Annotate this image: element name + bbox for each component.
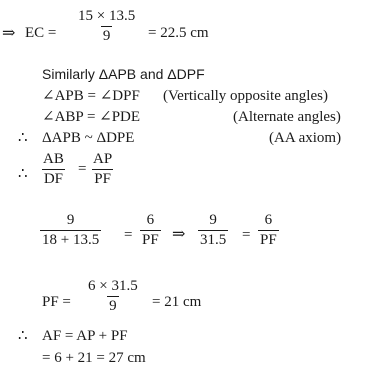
therefore-symbol: ∴	[18, 328, 28, 344]
equals-sign: =	[124, 227, 133, 243]
fraction-numerator: 9	[209, 212, 217, 228]
af-result: = 6 + 21 = 27 cm	[42, 350, 146, 366]
ec-fraction	[76, 9, 137, 44]
angle-apb-statement: ∠APB = ∠DPF	[42, 88, 140, 104]
fraction-numerator: 6	[264, 212, 273, 228]
angle-abp-statement: ∠ABP = ∠PDE	[42, 109, 141, 125]
pf-label: PF =	[42, 294, 71, 310]
pf-denominator: PF	[94, 171, 111, 187]
implies-arrow: ⇒	[2, 25, 16, 42]
equals-sign: =	[242, 227, 251, 243]
ec-denominator: 9	[102, 28, 111, 44]
nine-over-sum-fraction	[40, 213, 101, 248]
similarity-statement: ΔAPB ~ ΔDPE	[42, 130, 135, 146]
fraction-denominator: PF	[142, 232, 159, 248]
ab-numerator: AB	[43, 151, 64, 167]
ec-numerator: 15 × 13.5	[78, 8, 136, 24]
pf-denominator: 9	[109, 298, 117, 314]
fraction-numerator: 6	[146, 212, 155, 228]
fraction-denominator: PF	[260, 232, 277, 248]
ap-numerator: AP	[93, 151, 113, 167]
pf-numerator: 6 × 31.5	[88, 278, 138, 294]
similarly-statement: Similarly ΔAPB and ΔDPF	[42, 66, 205, 82]
angle-abp-reason: (Alternate angles)	[233, 109, 341, 125]
ec-result: = 22.5 cm	[148, 25, 209, 41]
fraction-numerator: 9	[66, 212, 75, 228]
angle-apb-reason: (Vertically opposite angles)	[163, 88, 328, 104]
implies-arrow: ⇒	[172, 226, 186, 243]
pf-result: = 21 cm	[152, 294, 202, 310]
therefore-symbol: ∴	[18, 130, 28, 146]
therefore-symbol: ∴	[18, 166, 28, 182]
six-over-pf-fraction	[258, 213, 279, 248]
df-denominator: DF	[43, 171, 64, 187]
pf-fraction	[86, 279, 140, 314]
af-equation: AF = AP + PF	[42, 328, 128, 344]
equals-sign: =	[78, 161, 87, 177]
fraction-denominator: 31.5	[200, 232, 227, 248]
ab-df-fraction	[41, 152, 66, 187]
similarity-reason: (AA axiom)	[269, 130, 342, 146]
ap-pf-fraction	[91, 152, 114, 187]
ec-label: EC =	[25, 25, 57, 41]
six-over-pf-fraction	[140, 213, 161, 248]
fraction-denominator: 18 + 13.5	[42, 232, 100, 248]
nine-over-31-5-fraction	[198, 213, 228, 248]
